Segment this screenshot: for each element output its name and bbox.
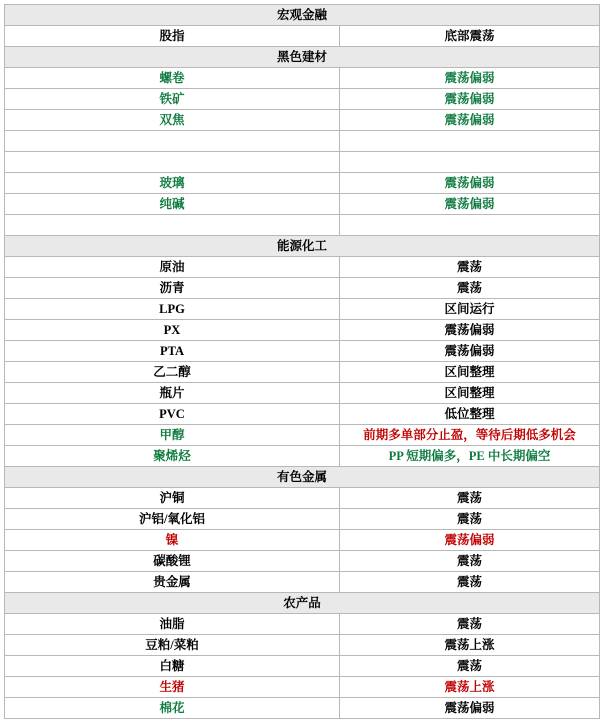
product-name-cell: PTA: [5, 341, 340, 362]
product-view-cell: 区间整理: [340, 383, 600, 404]
section-header-row: [5, 236, 600, 257]
product-view-cell: 底部震荡: [340, 26, 600, 47]
product-view-cell: 震荡: [340, 656, 600, 677]
table-row: [5, 173, 600, 194]
product-name-cell: 双焦: [5, 110, 340, 131]
table-row: [5, 362, 600, 383]
section-header-row: [5, 593, 600, 614]
table-row: [5, 89, 600, 110]
product-view-cell: [340, 131, 600, 152]
product-name-cell: 螺卷: [5, 68, 340, 89]
product-view-cell: 震荡偏弱: [340, 89, 600, 110]
product-view-cell: PP 短期偏多，PE 中长期偏空: [340, 446, 600, 467]
table-row: [5, 425, 600, 446]
product-name-cell: LPG: [5, 299, 340, 320]
product-view-cell: 震荡偏弱: [340, 173, 600, 194]
table-row: [5, 278, 600, 299]
product-name-cell: 沥青: [5, 278, 340, 299]
product-name-cell: 乙二醇: [5, 362, 340, 383]
section-header-row: [5, 467, 600, 488]
spacer-row: [5, 152, 600, 173]
table-row: [5, 530, 600, 551]
product-name-cell: 聚烯烃: [5, 446, 340, 467]
table-row: [5, 404, 600, 425]
section-header-cell: 有色金属: [5, 467, 600, 488]
product-view-cell: 震荡: [340, 257, 600, 278]
table-row: [5, 110, 600, 131]
product-name-cell: 油脂: [5, 614, 340, 635]
product-view-cell: 震荡偏弱: [340, 341, 600, 362]
table-row: [5, 572, 600, 593]
product-name-cell: 甲醇: [5, 425, 340, 446]
market-view-table: [4, 4, 600, 719]
product-name-cell: 白糖: [5, 656, 340, 677]
product-view-cell: 震荡偏弱: [340, 110, 600, 131]
product-name-cell: 纯碱: [5, 194, 340, 215]
section-header-row: [5, 5, 600, 26]
spacer-row: [5, 215, 600, 236]
product-view-cell: 震荡: [340, 572, 600, 593]
table-row: [5, 635, 600, 656]
product-name-cell: 沪铜: [5, 488, 340, 509]
table-row: [5, 656, 600, 677]
product-view-cell: 震荡偏弱: [340, 194, 600, 215]
product-name-cell: 生猪: [5, 677, 340, 698]
product-view-cell: 震荡偏弱: [340, 320, 600, 341]
table-row: [5, 257, 600, 278]
product-name-cell: 棉花: [5, 698, 340, 719]
product-view-cell: 区间运行: [340, 299, 600, 320]
product-name-cell: 豆粕/菜粕: [5, 635, 340, 656]
table-row: [5, 509, 600, 530]
product-view-cell: 震荡偏弱: [340, 68, 600, 89]
product-name-cell: 沪铝/氧化铝: [5, 509, 340, 530]
section-header-row: [5, 47, 600, 68]
product-name-cell: 碳酸锂: [5, 551, 340, 572]
spacer-row: [5, 131, 600, 152]
product-view-cell: 震荡: [340, 488, 600, 509]
product-name-cell: [5, 131, 340, 152]
product-name-cell: 瓶片: [5, 383, 340, 404]
table-row: [5, 698, 600, 719]
table-row: [5, 551, 600, 572]
product-name-cell: PX: [5, 320, 340, 341]
table-row: [5, 614, 600, 635]
table-row: [5, 446, 600, 467]
table-row: [5, 677, 600, 698]
product-view-cell: 震荡偏弱: [340, 530, 600, 551]
table-row: [5, 68, 600, 89]
section-header-cell: 黑色建材: [5, 47, 600, 68]
table-row: [5, 341, 600, 362]
table-row: [5, 26, 600, 47]
product-name-cell: 贵金属: [5, 572, 340, 593]
product-name-cell: 玻璃: [5, 173, 340, 194]
product-name-cell: [5, 215, 340, 236]
product-view-cell: 震荡: [340, 278, 600, 299]
section-header-cell: 能源化工: [5, 236, 600, 257]
product-view-cell: 震荡: [340, 614, 600, 635]
product-view-cell: 低位整理: [340, 404, 600, 425]
product-name-cell: 铁矿: [5, 89, 340, 110]
product-view-cell: [340, 215, 600, 236]
table-row: [5, 320, 600, 341]
product-name-cell: PVC: [5, 404, 340, 425]
product-name-cell: 股指: [5, 26, 340, 47]
table-row: [5, 488, 600, 509]
table-row: [5, 194, 600, 215]
product-view-cell: 震荡: [340, 509, 600, 530]
section-header-cell: 宏观金融: [5, 5, 600, 26]
product-name-cell: 镍: [5, 530, 340, 551]
product-view-cell: 震荡: [340, 551, 600, 572]
product-view-cell: 区间整理: [340, 362, 600, 383]
product-view-cell: 震荡上涨: [340, 635, 600, 656]
product-view-cell: [340, 152, 600, 173]
table-row: [5, 299, 600, 320]
product-view-cell: 前期多单部分止盈，等待后期低多机会: [340, 425, 600, 446]
section-header-cell: 农产品: [5, 593, 600, 614]
product-view-cell: 震荡偏弱: [340, 698, 600, 719]
product-name-cell: 原油: [5, 257, 340, 278]
product-view-cell: 震荡上涨: [340, 677, 600, 698]
table-row: [5, 383, 600, 404]
product-name-cell: [5, 152, 340, 173]
